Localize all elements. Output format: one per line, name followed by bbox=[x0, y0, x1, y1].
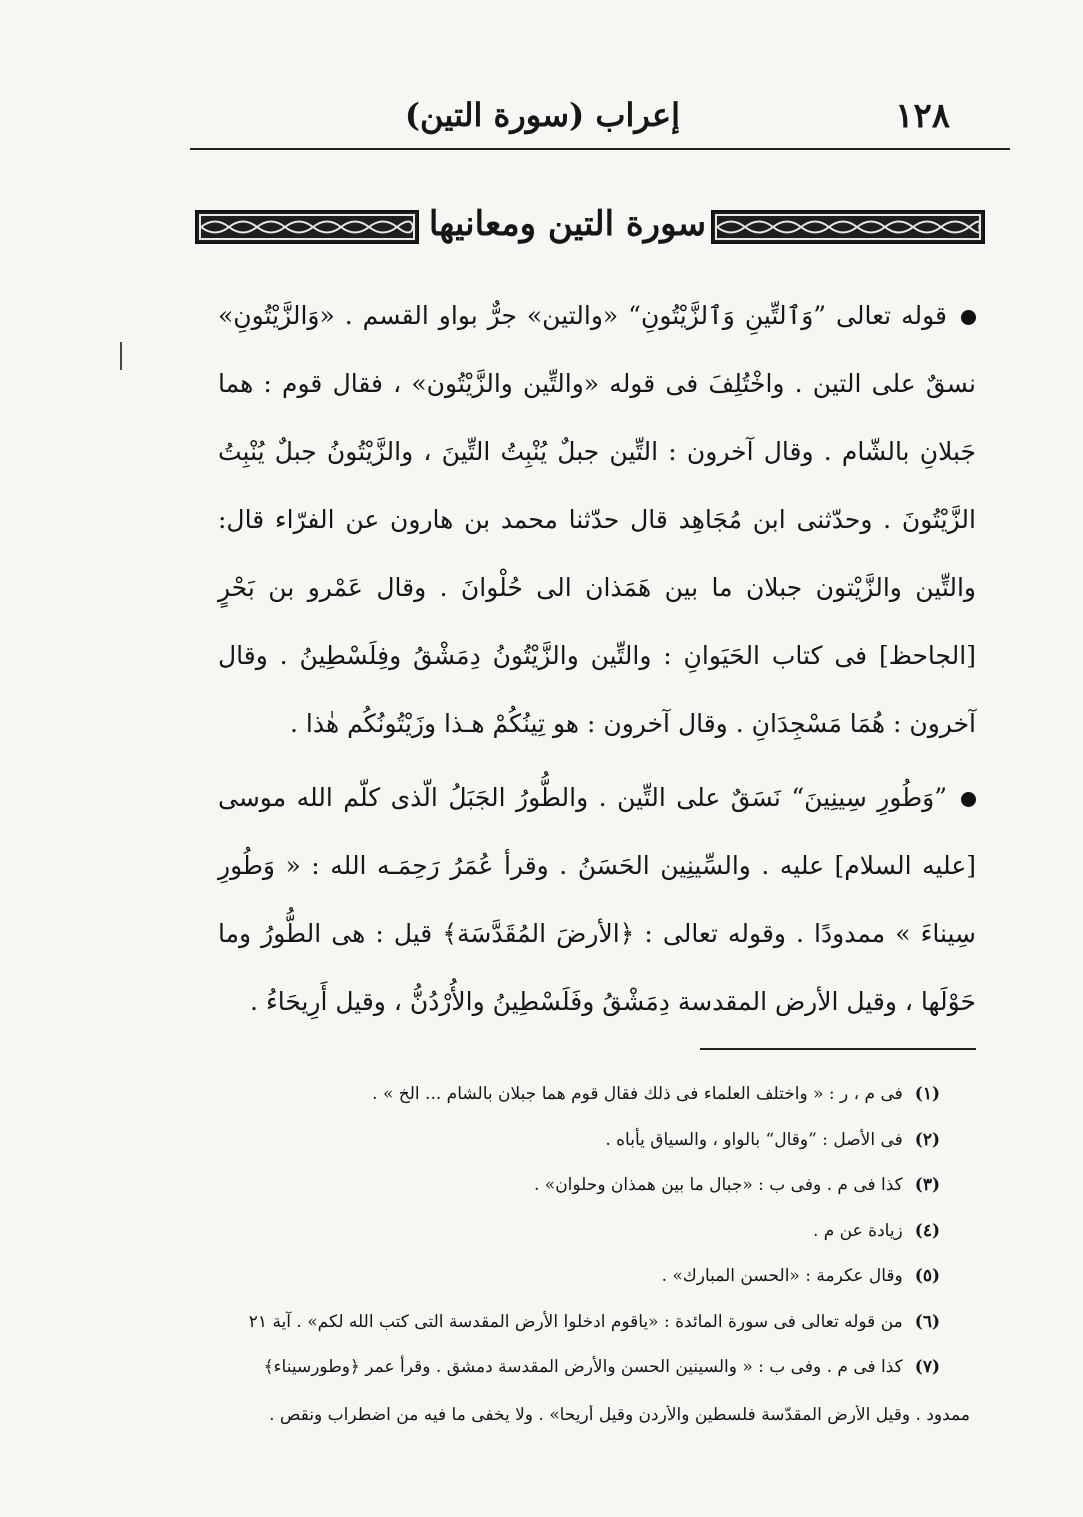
footnote bbox=[205, 1163, 940, 1209]
bullet-icon bbox=[961, 310, 976, 325]
footnote bbox=[205, 1118, 940, 1164]
footnote-text: كذا فى م . وفى ب : « والسينين الحسن والأرض المقدسة دمشق . وقرأ عمر ﴿وطورسيناء﴾ bbox=[263, 1357, 903, 1377]
footnote bbox=[205, 1072, 940, 1118]
page-number: ١٢٨ bbox=[895, 96, 950, 136]
commentary-body bbox=[218, 282, 976, 1036]
footnotes bbox=[205, 1072, 940, 1391]
footnote-number: (٧) bbox=[914, 1357, 940, 1377]
footnote-text: من قوله تعالى فى سورة المائدة : «ياقوم ادخلوا الأرض المقدسة التى كتب الله لكم» . آية ٢١ bbox=[248, 1311, 903, 1332]
paragraph bbox=[218, 764, 976, 1036]
footnote-number: (٤) bbox=[914, 1220, 940, 1241]
ornament-band-left-icon bbox=[195, 210, 419, 244]
surah-title: سورة التين ومعانيها bbox=[428, 204, 707, 244]
footnote-number: (٢) bbox=[914, 1129, 940, 1150]
ornament-band-right-icon bbox=[711, 210, 985, 244]
footnote-text: فى الأصل : ”وقال“ بالواو ، والسياق يأباه . bbox=[605, 1129, 903, 1150]
running-head bbox=[190, 90, 970, 150]
footnote-number: (٦) bbox=[914, 1311, 940, 1332]
footnote-text: زيادة عن م . bbox=[812, 1220, 903, 1241]
margin-mark bbox=[120, 342, 122, 370]
bullet-icon bbox=[961, 792, 976, 807]
footnote-text: فى م ، ر : « واختلف العلماء فى ذلك فقال قوم هما جبلان بالشام ... الخ » . bbox=[372, 1084, 903, 1104]
paragraph-text: قوله تعالى ”وَٱلتِّينِ وَٱلزَّيْتُونِ“ «والتين» جرٌّ بواو القسم . «وَالزَّيْتُونِ» نسقٌ على التين . واخْتُلِفَ فى قوله «والتِّين والزَّيْتُون» ، فقال قوم : هما جَبلانِ بالشّام . وقال آخرون : التِّين جبلٌ يُنْبِتُ التِّينَ ، والزَّيْتُونُ جبلٌ يُنْبِتُ الزَّيْتُونَ . وحدّثنى ابن مُجَاهِد قال حدّثنا محمد بن هارون عن الفرّاء قال: والتِّين والزَّيْتون جبلان ما بين هَمَذان الى حُلْوانَ . وقال عَمْرو بن بَحْرٍ [الجاحظ] فى كتاب الحَيَوانِ : والتِّين والزَّيْتُونُ دِمَشْقُ وفِلَسْطِينُ . وقال آخرون : هُمَا مَسْجِدَانِ . وقال آخرون : هو تِينُكُمْ هـذا وزَيْتُونُكُم هٰذا . bbox=[218, 301, 976, 738]
footnote-rule bbox=[700, 1048, 976, 1050]
footnote-number: (٣) bbox=[914, 1175, 940, 1195]
paragraph-text: ”وَطُورِ سِينِينَ“ نَسَقٌ على التِّين . والطُّورُ الجَبَلُ الّذى كلّم الله موسى [عليه السلام] عليه . والسِّينِين الحَسَنُ . وقرأ عُمَرُ رَحِمَـه الله : « وَطُورِ سِيناءَ » ممدودًا . وقوله تعالى : ﴿الأرضَ المُقَدَّسَة﴾ قيل : هى الطُّورُ وما حَوْلَها ، وقيل الأرض المقدسة دِمَشْقُ وفَلَسْطِينُ والأُرْدُنُّ ، وقيل أَرِيحَاءُ . bbox=[218, 783, 976, 1016]
footnote bbox=[205, 1209, 940, 1255]
footnote bbox=[205, 1345, 940, 1391]
footnote-continuation: ممدود . وقيل الأرض المقدّسة فلسطين والأردن وقيل أريحا» . ولا يخفى ما فيه من اضطراب ونقص . bbox=[269, 1405, 970, 1425]
footnote bbox=[205, 1254, 940, 1300]
footnote-text: وقال عكرمة : «الحسن المبارك» . bbox=[661, 1266, 903, 1286]
footnote-text: كذا فى م . وفى ب : «جبال ما بين همذان وحلوان» . bbox=[533, 1175, 903, 1195]
footnote bbox=[205, 1300, 940, 1346]
running-title: إعراب (سورة التين) bbox=[404, 96, 680, 134]
header-rule bbox=[190, 148, 1010, 150]
paragraph bbox=[218, 282, 976, 758]
surah-heading-band bbox=[195, 196, 985, 256]
footnote-number: (٥) bbox=[914, 1266, 940, 1286]
footnote-number: (١) bbox=[914, 1084, 940, 1104]
